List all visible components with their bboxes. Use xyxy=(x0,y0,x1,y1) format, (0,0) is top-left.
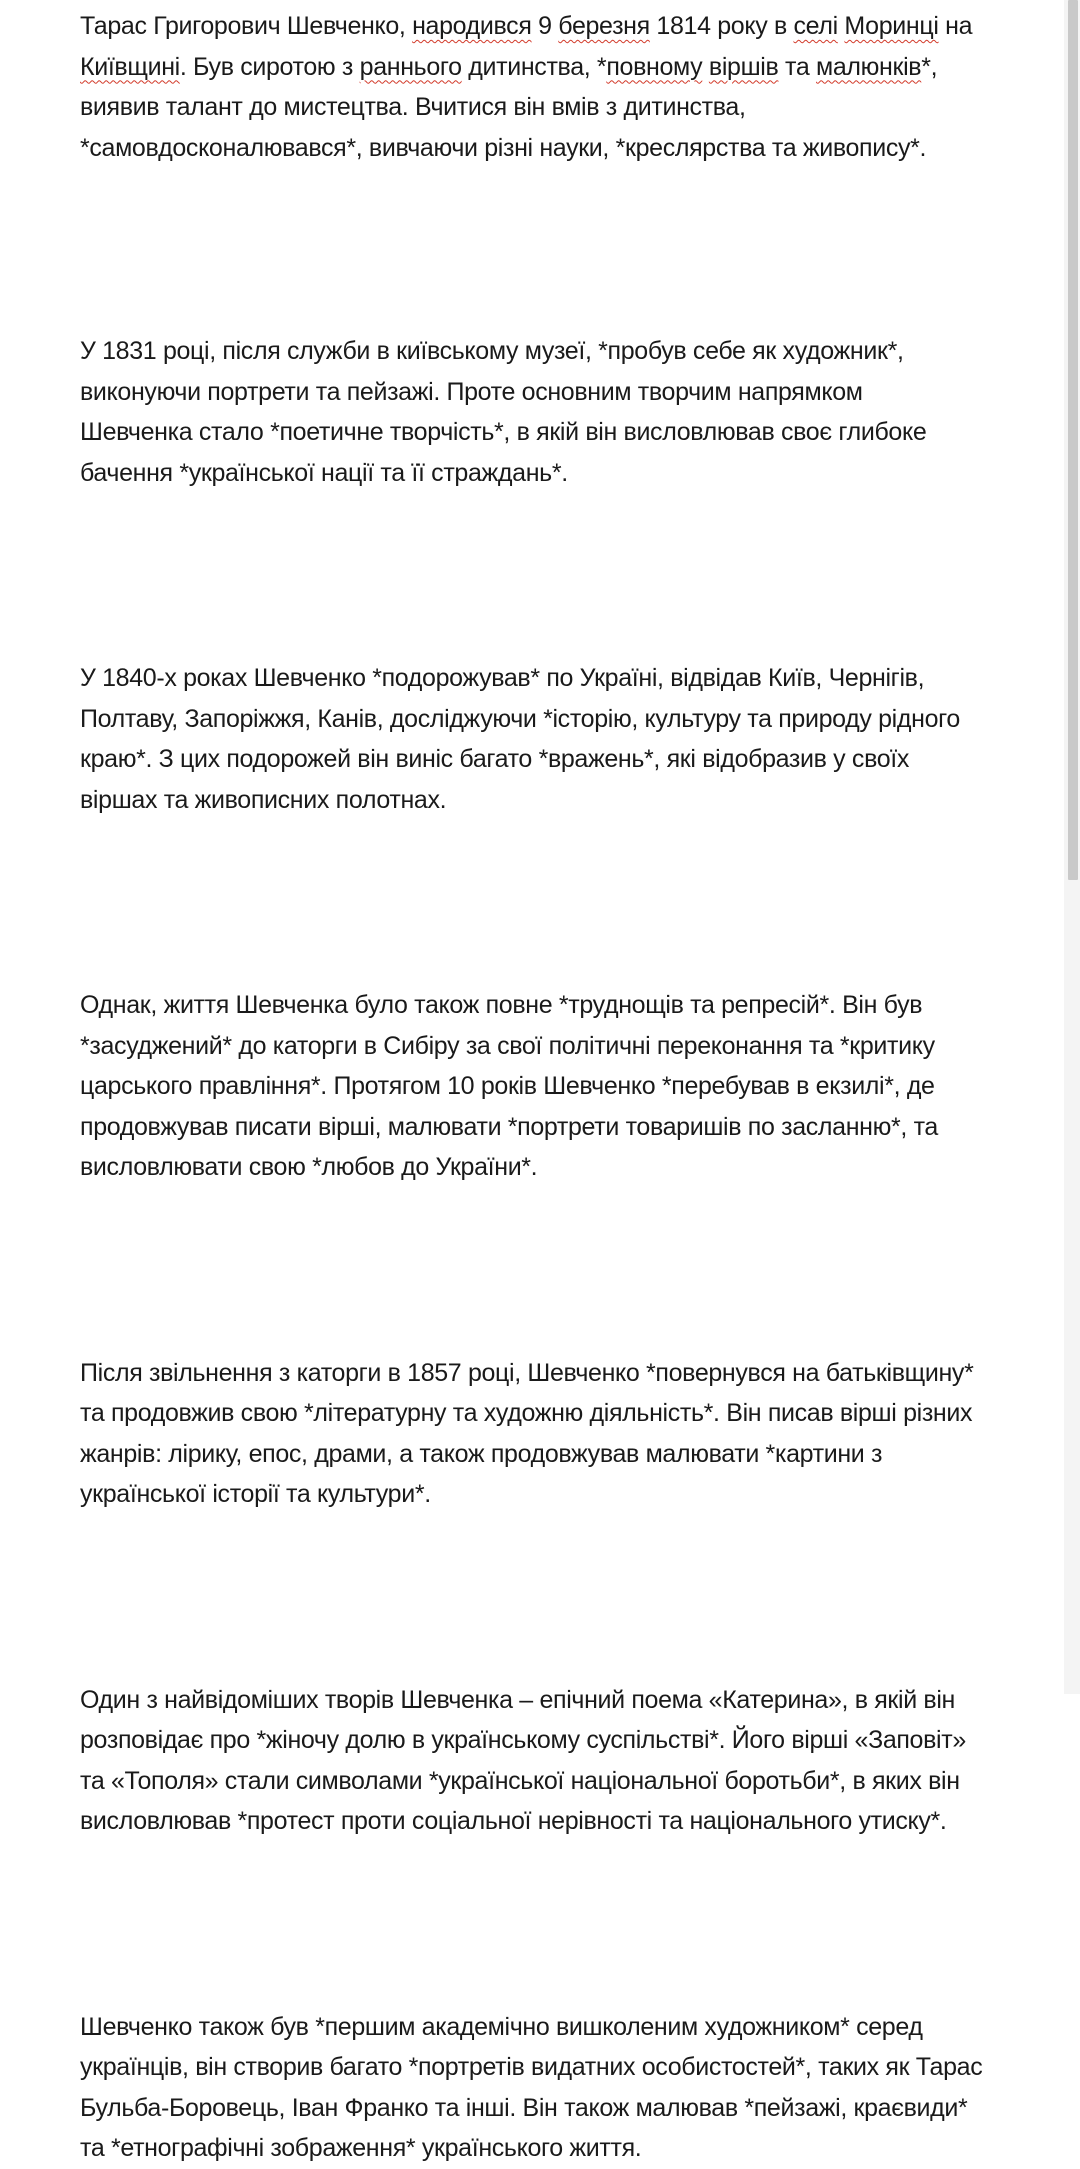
spellcheck-flagged-word[interactable]: малюнків xyxy=(816,52,922,81)
spellcheck-flagged-word[interactable]: Київщині xyxy=(80,52,180,81)
paragraph-2: У 1831 році, після служби в київському музеї, *пробув себе як художник*, виконуючи портрети та пейзажі. Проте основним творчим напрямком Шевченка стало *поетичне творчість*, в якій він висловлював своє глибоке бачення *української нації та її страждань*. xyxy=(80,337,927,487)
paragraph-1-text: та xyxy=(778,52,816,81)
spellcheck-flagged-word[interactable]: раннього xyxy=(359,52,462,81)
spellcheck-flagged-word[interactable]: віршів xyxy=(708,52,779,81)
spellcheck-flagged-word[interactable]: селі xyxy=(793,12,838,40)
paragraph-1 xyxy=(80,6,1040,168)
document-body[interactable] xyxy=(80,6,1040,2169)
paragraph-1-text xyxy=(702,53,709,81)
vertical-scrollbar[interactable] xyxy=(1064,0,1080,1694)
paragraph-7: Шевченко також був *першим академічно вишколеним художником* серед українців, він створив багато *портретів видатних особистостей*, таких як Тарас Бульба-Боровець, Іван Франко та інші. Він також малював *пейзажі, краєвиди* та *етнографічні зображення* українського життя. xyxy=(80,2012,983,2162)
paragraph-1-text: 1814 року в xyxy=(649,12,794,40)
paragraph-1-text: . Був сиротою з xyxy=(179,52,360,81)
paragraph-1-text: Тарас Григорович Шевченко, xyxy=(80,12,413,40)
paragraph-1-text: дитинства, * xyxy=(461,52,607,81)
paragraph-1-text: 9 xyxy=(531,12,559,40)
spellcheck-flagged-word[interactable]: повному xyxy=(606,52,703,81)
spellcheck-flagged-word[interactable]: народився xyxy=(412,12,532,40)
scrollbar-thumb[interactable] xyxy=(1068,0,1078,880)
paragraph-1-text: на xyxy=(945,12,973,40)
paragraph-6: Один з найвідоміших творів Шевченка – епічний поема «Катерина», в якій він розповідає про *жіночу долю в українському суспільстві*. Його вірші «Заповіт» та «Тополя» стали символами *української національної боротьби*, в яких він висловлював *протест проти соціальної нерівності та національного утиску*. xyxy=(80,1685,966,1835)
spellcheck-flagged-word[interactable]: Моринці xyxy=(844,12,939,40)
paragraph-4: Однак, життя Шевченка було також повне *труднощів та репресій*. Він був *засуджений* до каторги в Сибіру за свої політичні переконання та *критику царського правління*. Протягом 10 років Шевченко *перебував в екзилі*, де продовжував писати вірші, малювати *портрети товаришів по засланню*, та висловлювати свою *любов до України*. xyxy=(80,991,938,1181)
spellcheck-flagged-word[interactable]: березня xyxy=(558,12,650,40)
paragraph-3: У 1840-х роках Шевченко *подорожував* по Україні, відвідав Київ, Чернігів, Полтаву, Запоріжжя, Канів, досліджуючи *історію, культуру та природу рідного краю*. З цих подорожей він виніс багато *вражень*, які відобразив у своїх віршах та живописних полотнах. xyxy=(80,664,960,814)
paragraph-1-text: *, виявив талант до мистецтва. Вчитися він вмів з дитинства, *самовдосконалювався*, вивчаючи різні науки, *креслярства та живопису*. xyxy=(80,52,938,162)
paragraph-5: Після звільнення з каторги в 1857 році, Шевченко *повернувся на батьківщину* та продовжив свою *літературну та художню діяльність*. Він писав вірші різних жанрів: лірику, епос, драми, а також продовжував малювати *картини з української історії та культури*. xyxy=(80,1358,974,1508)
